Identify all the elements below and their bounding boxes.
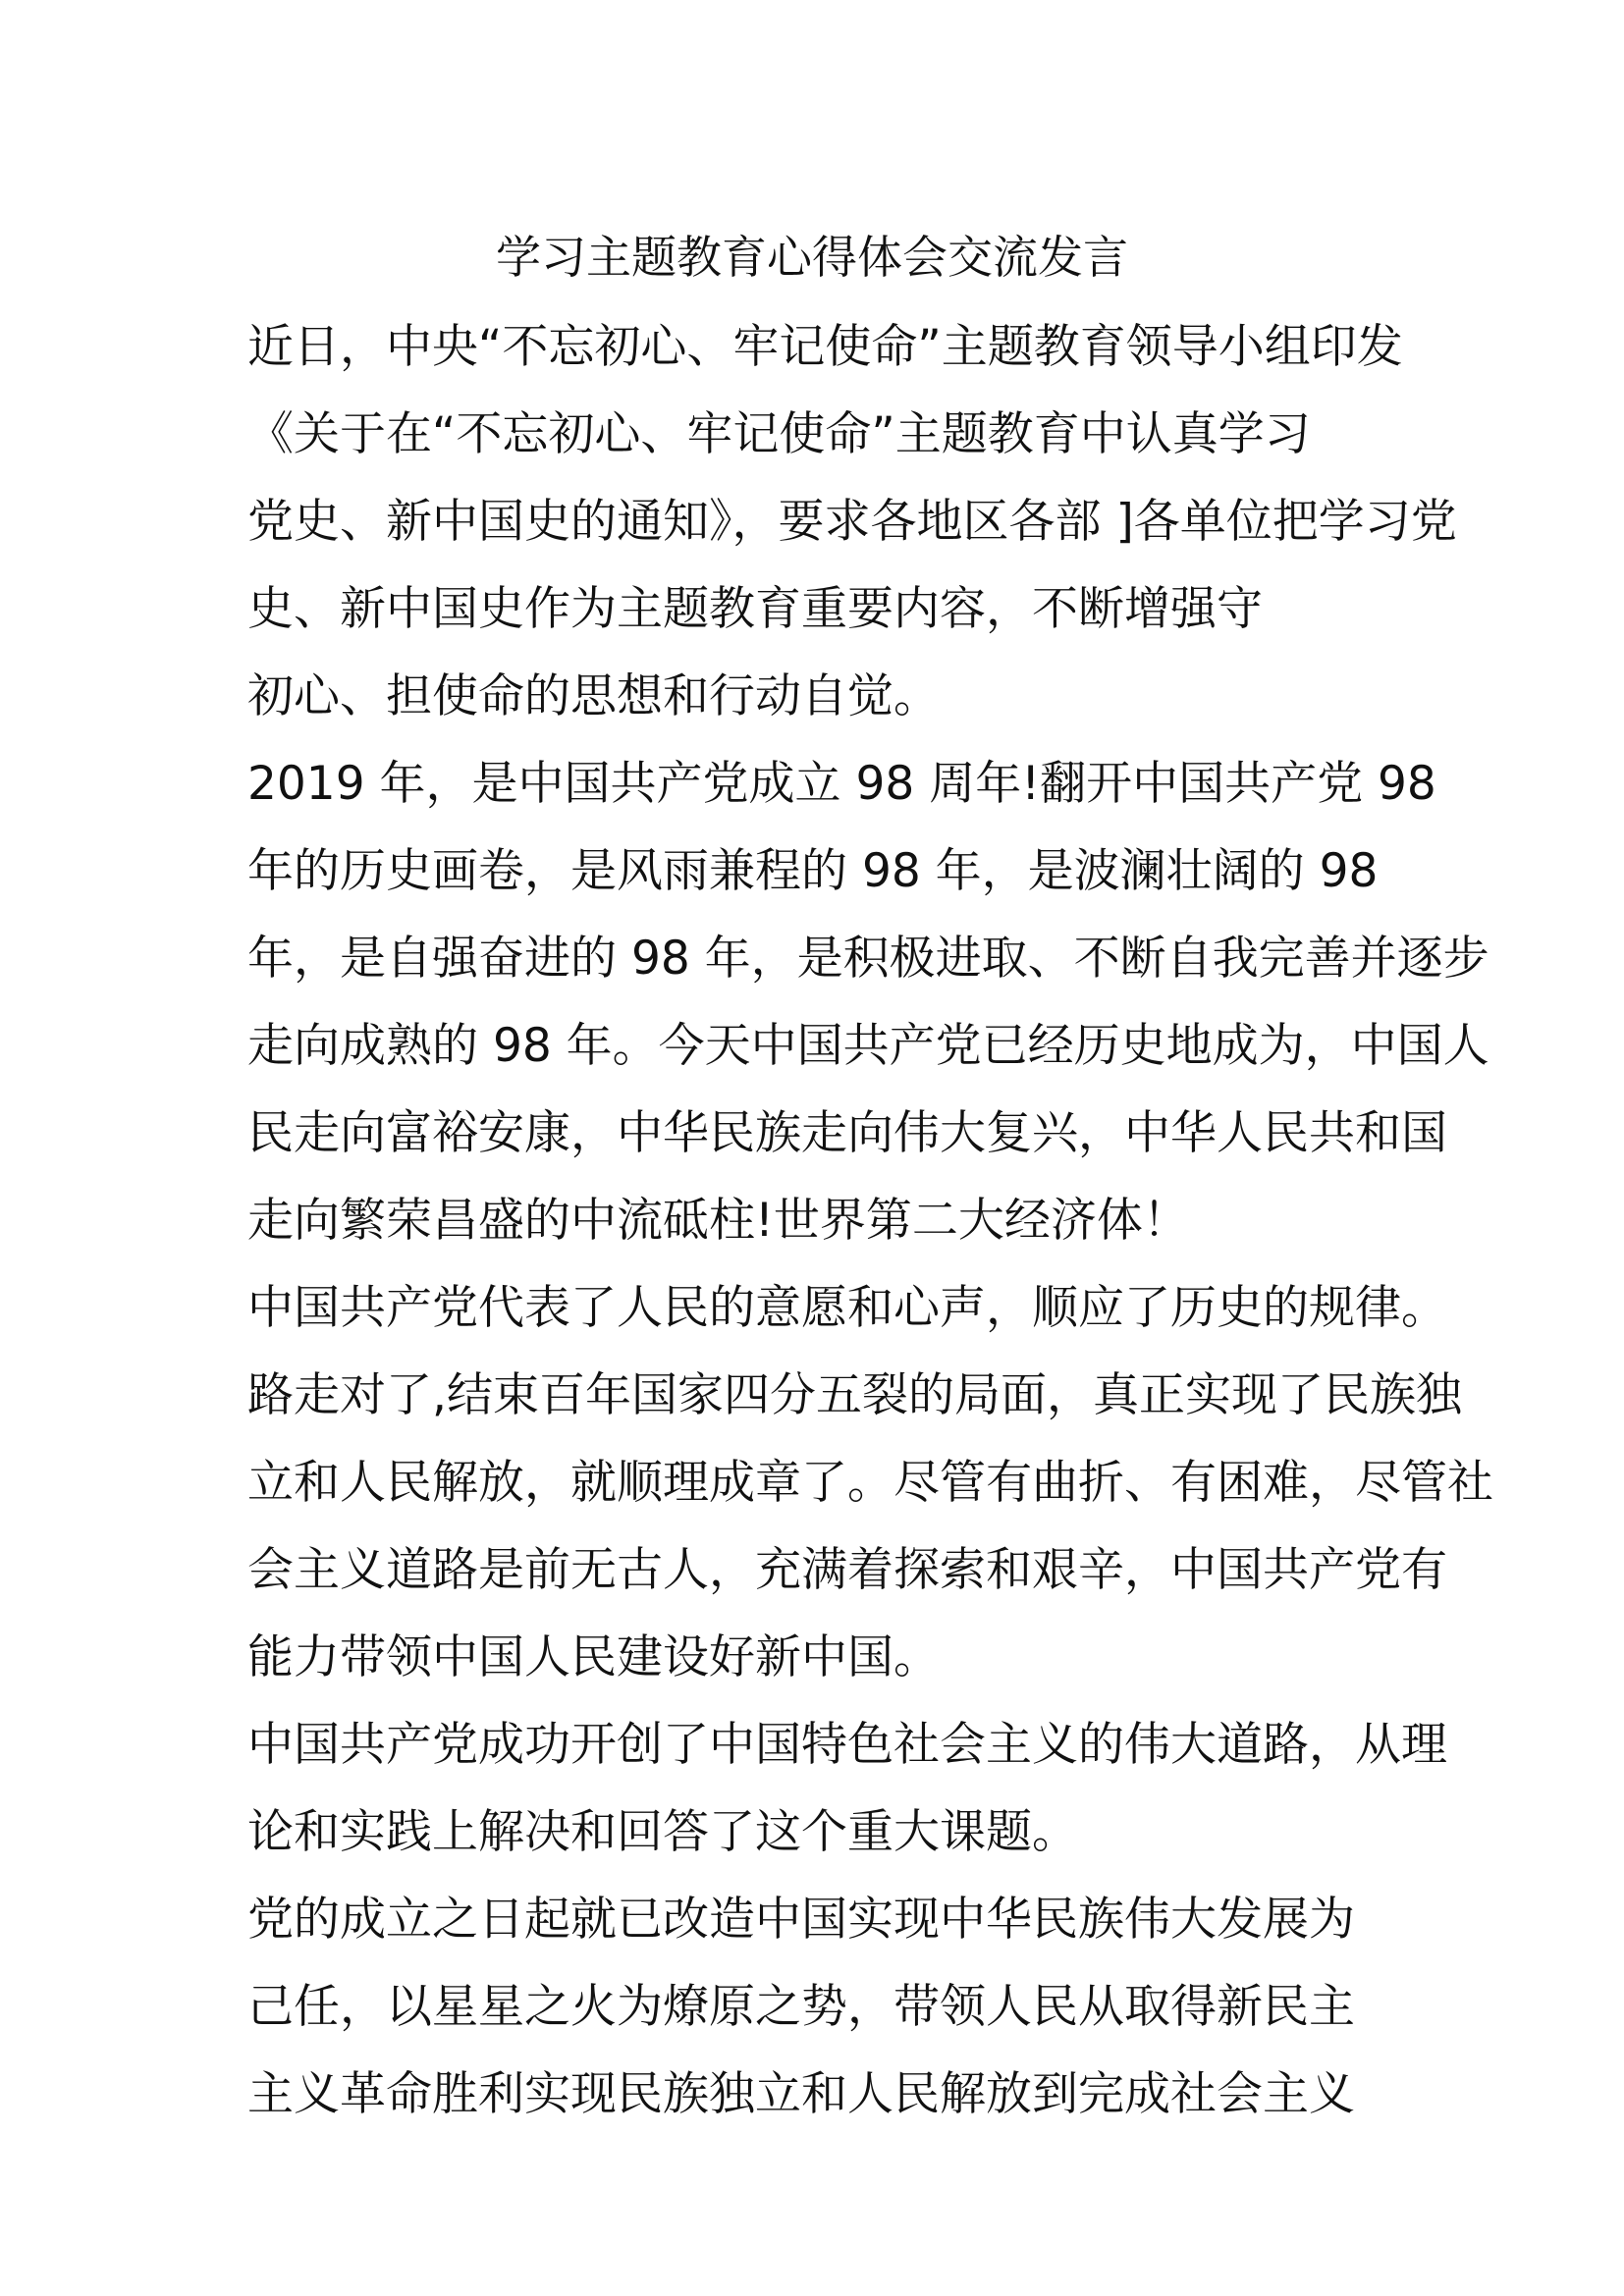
text-line: 年，是自强奋进的 98 年，是积极进取、不断自我完善并逐步 — [247, 932, 1489, 986]
text-line: 近日，中央“不忘初心、牢记使命”主题教育领导小组印发 — [247, 320, 1403, 374]
text-line: 初心、担使命的思想和行动自觉。 — [247, 669, 940, 723]
text-line: 主义革命胜利实现民族独立和人民解放到完成社会主义 — [247, 2067, 1355, 2121]
text-line: 年的历史画卷，是风雨兼程的 98 年，是波澜壮阔的 98 — [247, 844, 1379, 898]
text-line: 走向成熟的 98 年。今天中国共产党已经历史地成为，中国人 — [247, 1019, 1489, 1073]
text-line: 会主义道路是前无古人，充满着探索和艰辛，中国共产党有 — [247, 1543, 1447, 1597]
text-line: 论和实践上解决和回答了这个重大课题。 — [247, 1805, 1078, 1859]
document-title: 学习主题教育心得体会交流发言 — [496, 231, 1128, 284]
text-line: 党的成立之日起就已改造中国实现中华民族伟大发展为 — [247, 1893, 1355, 1947]
text-line: 走向繁荣昌盛的中流砥柱!世界第二大经济体！ — [247, 1194, 1189, 1248]
text-line: 能力带领中国人民建设好新中国。 — [247, 1630, 940, 1684]
text-line: 路走对了,结束百年国家四分五裂的局面，真正实现了民族独 — [247, 1368, 1462, 1422]
text-line: 2019 年，是中国共产党成立 98 周年!翻开中国共产党 98 — [247, 757, 1436, 811]
text-line: 党史、新中国史的通知》，要求各地区各部 ]各单位把学习党 — [247, 495, 1457, 549]
text-line: 己任，以星星之火为燎原之势，带领人民从取得新民主 — [247, 1980, 1355, 2034]
text-line: 民走向富裕安康，中华民族走向伟大复兴，中华人民共和国 — [247, 1106, 1447, 1160]
text-line: 中国共产党代表了人民的意愿和心声，顺应了历史的规律。 — [247, 1281, 1447, 1335]
text-line: 史、新中国史作为主题教育重要内容，不断增强守 — [247, 582, 1263, 636]
text-line: 中国共产党成功开创了中国特色社会主义的伟大道路，从理 — [247, 1718, 1447, 1772]
text-line: 立和人民解放，就顺理成章了。尽管有曲折、有困难，尽管社 — [247, 1456, 1493, 1510]
text-line: 《关于在“不忘初心、牢记使命”主题教育中认真学习 — [247, 407, 1311, 461]
